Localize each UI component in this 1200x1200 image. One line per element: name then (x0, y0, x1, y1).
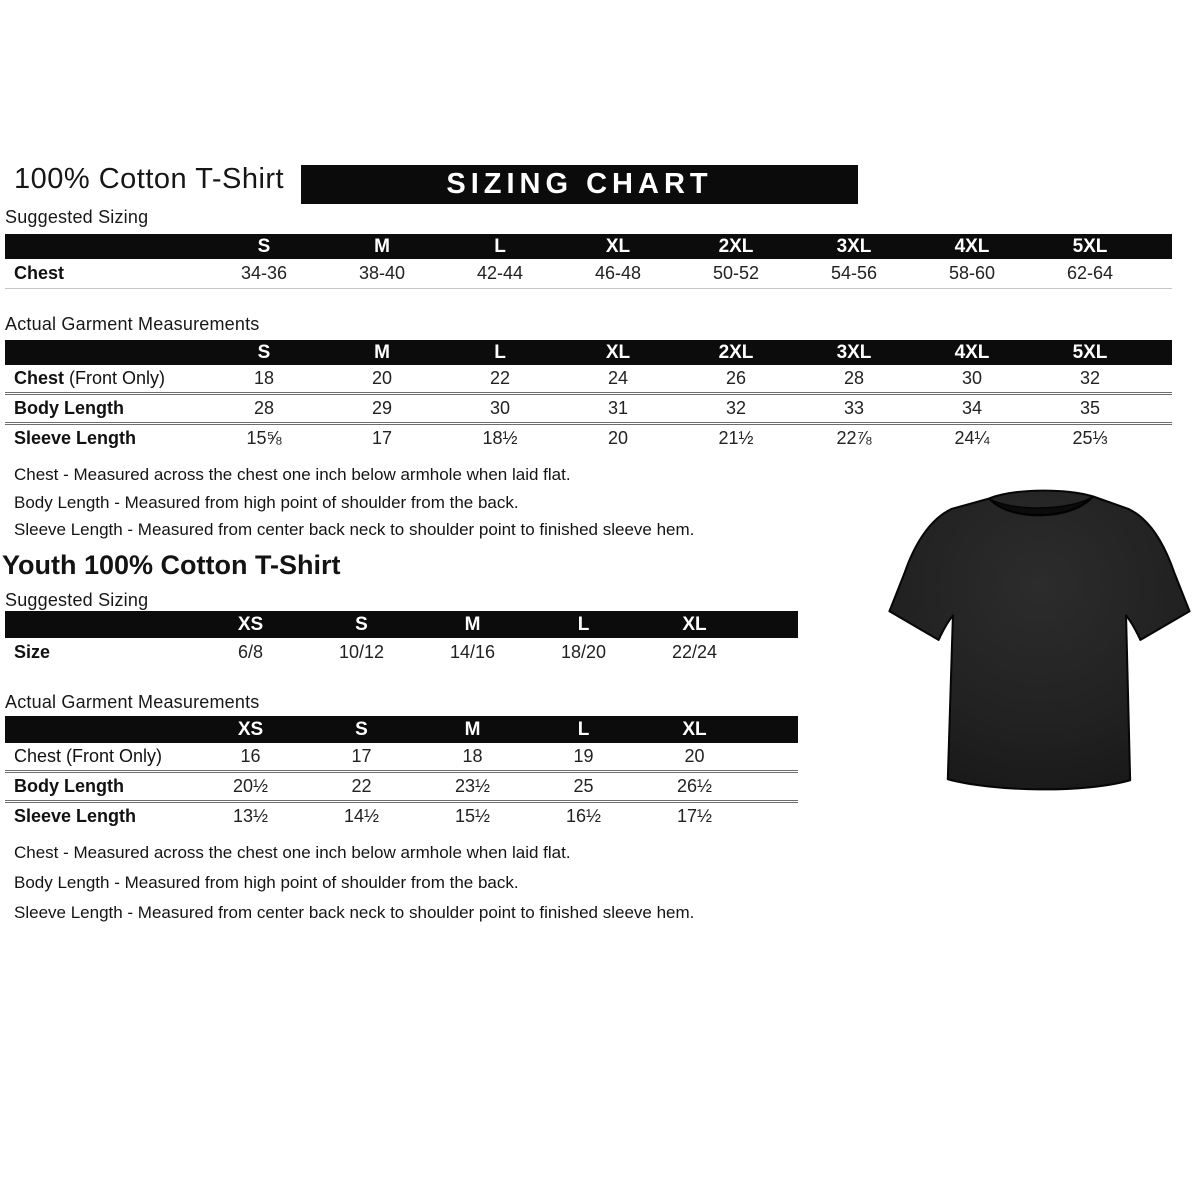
cell: 16½ (528, 802, 639, 831)
size-col-header: 5XL (1031, 340, 1149, 365)
cell: 32 (1079, 368, 1101, 388)
cell: 30 (961, 368, 983, 388)
adult-measurement-notes (14, 461, 694, 544)
note-chest: Chest - Measured across the chest one inch below armhole when laid flat. (14, 465, 571, 484)
youth-section-title: Youth 100% Cotton T-Shirt (2, 550, 341, 580)
table-row-sleeve-length (5, 424, 1172, 453)
row-label: Chest (Front Only) (14, 746, 163, 766)
size-header-row (5, 340, 1172, 365)
cell-spacer (1149, 365, 1172, 394)
cell: 26 (725, 368, 747, 388)
cell: 33 (795, 394, 913, 424)
row-label: Body Length (5, 394, 205, 424)
size-col-header: 5XL (1031, 234, 1149, 259)
header-spacer (5, 716, 195, 743)
cell: 42-44 (441, 259, 559, 289)
table-row-chest (5, 743, 798, 772)
youth-measurement-notes (14, 838, 694, 928)
row-label: Chest (Front Only) (14, 368, 166, 388)
table-row-sleeve-length (5, 802, 798, 831)
cell: 22 (489, 368, 511, 388)
size-col-header: M (417, 611, 528, 638)
size-col-header: S (205, 340, 323, 365)
cell: 18 (253, 368, 275, 388)
size-col-header: L (528, 716, 639, 743)
tshirt-body (889, 491, 1189, 790)
cell: 28 (205, 394, 323, 424)
cell: 24¼ (913, 424, 1031, 453)
adult-measurements-heading: Actual Garment Measurements (5, 314, 260, 334)
size-col-header: S (205, 234, 323, 259)
table-row-chest (5, 365, 1172, 394)
size-col-header: 3XL (795, 234, 913, 259)
row-label: Sleeve Length (5, 424, 205, 453)
note-body-length: Body Length - Measured from high point of shoulder from the back. (14, 873, 519, 892)
header-spacer (1149, 234, 1172, 259)
adult-suggested-heading: Suggested Sizing (5, 207, 149, 227)
size-col-header: M (417, 716, 528, 743)
size-header-row (5, 611, 798, 638)
cell: 25⅓ (1031, 424, 1149, 453)
size-col-header: 4XL (913, 234, 1031, 259)
sizing-chart-banner: SIZING CHART (301, 165, 858, 204)
size-col-header: S (306, 611, 417, 638)
cell: 58-60 (913, 259, 1031, 289)
youth-suggested-table (5, 611, 798, 666)
cell-spacer (750, 802, 798, 831)
cell: 32 (677, 394, 795, 424)
youth-measurements-table (5, 716, 798, 830)
cell: 29 (323, 394, 441, 424)
size-col-header: 2XL (677, 234, 795, 259)
cell: 20 (684, 746, 705, 766)
table-row-body-length (5, 394, 1172, 424)
cell: 17 (323, 424, 441, 453)
black-tshirt-image (886, 474, 1194, 812)
row-label: Chest (5, 259, 205, 289)
note-chest: Chest - Measured across the chest one inch below armhole when laid flat. (14, 843, 571, 862)
cell: 14/16 (449, 641, 496, 662)
header-spacer (5, 611, 195, 638)
cell: 46-48 (559, 259, 677, 289)
cell-spacer (1149, 424, 1172, 453)
cell: 13½ (195, 802, 306, 831)
adult-section-title: 100% Cotton T-Shirt (14, 163, 285, 195)
header-spacer (750, 716, 798, 743)
cell-spacer (750, 772, 798, 802)
size-col-header: 3XL (795, 340, 913, 365)
size-col-header: XL (639, 716, 750, 743)
row-label: Body Length (5, 772, 195, 802)
row-label: Size (14, 641, 51, 662)
adult-measurements-table (5, 340, 1172, 452)
size-header-row (5, 716, 798, 743)
size-col-header: L (528, 611, 639, 638)
cell: 15⅝ (205, 424, 323, 453)
cell: 6/8 (237, 641, 264, 662)
size-col-header: XS (195, 716, 306, 743)
youth-suggested-heading: Suggested Sizing (5, 590, 149, 610)
cell: 18 (462, 746, 483, 766)
size-col-header: M (323, 234, 441, 259)
cell: 31 (559, 394, 677, 424)
cell: 22 (306, 772, 417, 802)
header-spacer (1149, 340, 1172, 365)
cell: 10/12 (338, 641, 385, 662)
cell: 50-52 (677, 259, 795, 289)
cell: 14½ (306, 802, 417, 831)
cell-spacer (1149, 394, 1172, 424)
adult-suggested-table (5, 234, 1172, 289)
cell: 19 (573, 746, 594, 766)
size-col-header: L (441, 234, 559, 259)
size-header-row (5, 234, 1172, 259)
cell: 20 (371, 368, 393, 388)
cell: 23½ (417, 772, 528, 802)
cell: 24 (607, 368, 629, 388)
size-col-header: 4XL (913, 340, 1031, 365)
note-body-length: Body Length - Measured from high point of shoulder from the back. (14, 492, 519, 512)
youth-measurements-heading: Actual Garment Measurements (5, 692, 260, 712)
header-spacer (750, 611, 798, 638)
header-spacer (5, 234, 205, 259)
size-col-header: S (306, 716, 417, 743)
cell: 15½ (417, 802, 528, 831)
table-row-size (5, 638, 798, 666)
cell: 30 (441, 394, 559, 424)
table-row (5, 259, 1172, 289)
cell: 21½ (677, 424, 795, 453)
cell: 22⅞ (795, 424, 913, 453)
size-col-header: L (441, 340, 559, 365)
size-col-header: XS (195, 611, 306, 638)
size-col-header: XL (639, 611, 750, 638)
row-label: Sleeve Length (5, 802, 195, 831)
note-sleeve-length: Sleeve Length - Measured from center back neck to shoulder point to finished sleeve hem. (14, 520, 695, 539)
cell: 20 (559, 424, 677, 453)
cell-spacer (750, 743, 798, 772)
cell: 16 (240, 746, 261, 766)
cell: 25 (528, 772, 639, 802)
cell: 34-36 (205, 259, 323, 289)
size-col-header: XL (559, 340, 677, 365)
cell: 34 (913, 394, 1031, 424)
cell: 22/24 (671, 641, 718, 662)
cell: 17 (351, 746, 372, 766)
cell: 54-56 (795, 259, 913, 289)
header-spacer (5, 340, 205, 365)
cell: 35 (1031, 394, 1149, 424)
note-sleeve-length: Sleeve Length - Measured from center back neck to shoulder point to finished sleeve hem. (14, 903, 695, 922)
cell: 28 (843, 368, 865, 388)
cell: 18/20 (560, 641, 607, 662)
cell: 20½ (195, 772, 306, 802)
size-col-header: M (323, 340, 441, 365)
cell: 38-40 (323, 259, 441, 289)
size-col-header: 2XL (677, 340, 795, 365)
size-col-header: XL (559, 234, 677, 259)
cell: 17½ (639, 802, 750, 831)
cell-spacer (750, 638, 798, 666)
cell-spacer (1149, 259, 1172, 289)
cell: 18½ (441, 424, 559, 453)
cell: 26½ (639, 772, 750, 802)
cell: 62-64 (1031, 259, 1149, 289)
table-row-body-length (5, 772, 798, 802)
